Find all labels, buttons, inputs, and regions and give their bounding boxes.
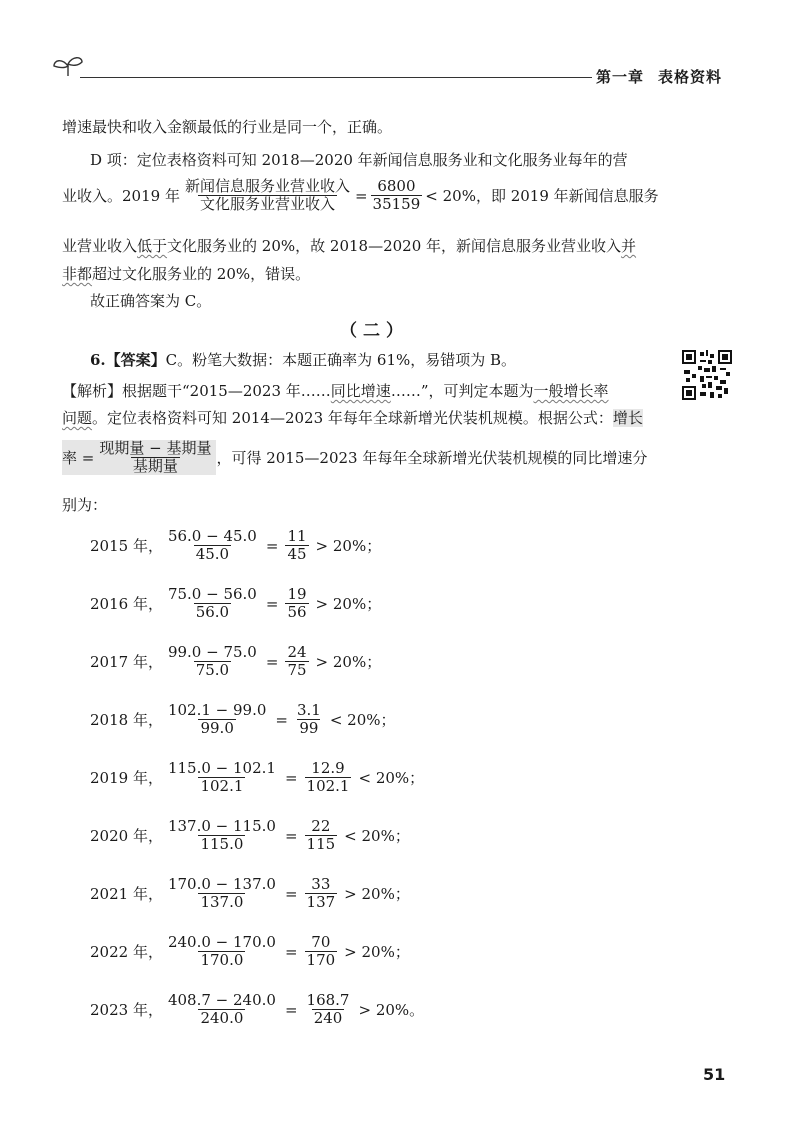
p4-emphasis: 低于	[137, 237, 168, 255]
calc-comparison: > 20%；	[315, 653, 382, 671]
formula-prefix: 率 =	[62, 448, 95, 467]
calc-equals: =	[265, 652, 279, 671]
calc-equals: =	[265, 536, 279, 555]
answer-line	[90, 350, 516, 370]
analysis-1c: ……”，可判定本题为	[390, 382, 534, 400]
calc-fraction	[166, 934, 278, 969]
calc-result-denominator: 240	[313, 1009, 343, 1027]
calc-year: 2023 年，	[90, 1001, 163, 1019]
calc-year: 2020 年，	[90, 827, 163, 845]
calc-result-denominator: 137	[306, 893, 336, 911]
calc-result-numerator: 12.9	[311, 759, 345, 777]
calc-denominator: 75.0	[195, 661, 230, 679]
calculation-row	[90, 934, 414, 969]
calc-result-denominator: 75	[287, 661, 307, 679]
calc-equals: =	[284, 768, 298, 787]
calc-result-numerator: 70	[311, 933, 331, 951]
p4-a: 业营业收入	[62, 237, 138, 255]
answer-text: C。粉笔大数据：本题正确率为 61%，易错项为 B。	[165, 351, 517, 369]
calc-year: 2017 年，	[90, 653, 163, 671]
calc-fraction	[166, 644, 259, 679]
calc-result-denominator: 56	[287, 603, 307, 621]
paragraph-2: D 项：定位表格资料可知 2018—2020 年新闻信息服务业和文化服务业每年的营	[90, 151, 628, 169]
calc-fraction	[166, 818, 278, 853]
analysis-keyword-2: 一般增长率	[533, 382, 609, 400]
calc-year: 2019 年，	[90, 769, 163, 787]
calc-result	[305, 992, 352, 1027]
calc-denominator: 137.0	[200, 893, 244, 911]
calc-comparison: > 20%；	[344, 885, 410, 903]
calc-year: 2015 年，	[90, 537, 163, 555]
paragraph-6: 故正确答案为 C。	[90, 292, 212, 310]
chapter-header	[596, 66, 722, 87]
growth-formula	[97, 440, 213, 475]
calc-equals: =	[284, 942, 298, 961]
calc-year: 2016 年，	[90, 595, 163, 613]
calc-numerator: 102.1 − 99.0	[167, 701, 267, 719]
paragraph-3	[62, 178, 659, 213]
paragraph-5	[62, 264, 310, 284]
calc-result	[305, 934, 338, 969]
p3-prefix: 业收入。2019 年	[62, 186, 180, 205]
header-rule	[80, 77, 592, 78]
calc-numerator: 75.0 − 56.0	[167, 585, 257, 603]
calc-fraction	[166, 876, 278, 911]
calc-result	[285, 586, 308, 621]
calc-result	[285, 528, 308, 563]
calc-numerator: 170.0 − 137.0	[167, 875, 276, 893]
sprout-icon	[50, 54, 86, 78]
value-fraction	[371, 178, 423, 213]
calc-equals: =	[284, 826, 298, 845]
calculation-row	[90, 644, 385, 679]
calc-equals: =	[275, 710, 288, 729]
calc-fraction	[166, 992, 278, 1027]
calc-fraction	[166, 760, 278, 795]
p4-c: 文化服务业的 20%，故 2018—2020 年，新闻信息服务业营业收入	[167, 237, 622, 255]
calc-denominator: 240.0	[200, 1009, 244, 1027]
calc-year: 2021 年，	[90, 885, 163, 903]
calculation-row	[90, 876, 414, 911]
calc-result	[295, 702, 323, 737]
calc-result-denominator: 99	[299, 719, 319, 737]
calc-numerator: 99.0 − 75.0	[167, 643, 257, 661]
calc-result-numerator: 22	[311, 817, 331, 835]
section-heading: （二）	[340, 321, 409, 341]
calc-result-numerator: 3.1	[296, 701, 321, 719]
value-denominator: 35159	[372, 195, 421, 213]
calc-result	[305, 760, 352, 795]
calc-denominator: 170.0	[200, 951, 244, 969]
calc-denominator: 102.1	[200, 777, 244, 795]
qr-code-icon[interactable]	[682, 350, 732, 400]
calc-result-denominator: 170	[306, 951, 336, 969]
calc-denominator: 56.0	[195, 603, 230, 621]
calc-result	[285, 644, 308, 679]
ratio-denominator: 文化服务业营业收入	[199, 195, 335, 213]
page-number: 51	[703, 1065, 726, 1084]
calc-denominator: 115.0	[200, 835, 244, 853]
ratio-fraction	[183, 178, 352, 213]
calc-result-denominator: 45	[287, 545, 307, 563]
calc-comparison: < 20%；	[358, 769, 425, 787]
calc-fraction	[166, 528, 259, 563]
calc-fraction	[166, 702, 268, 737]
calc-numerator: 56.0 − 45.0	[167, 527, 257, 545]
calculation-row	[90, 702, 400, 737]
calculation-row	[90, 992, 428, 1027]
paragraph-1: 增速最快和收入金额最低的行业是同一个，正确。	[62, 118, 393, 136]
chapter-number: 第一章	[596, 68, 645, 86]
calc-equals: =	[284, 1000, 298, 1019]
calc-result-numerator: 11	[287, 527, 307, 545]
calc-comparison: < 20%；	[344, 827, 410, 845]
calc-result-denominator: 115	[306, 835, 336, 853]
p5-b: 超过文化服务业的 20%，错误。	[92, 265, 311, 283]
paragraph-4	[62, 236, 636, 256]
calc-result	[305, 876, 338, 911]
calc-numerator: 115.0 − 102.1	[167, 759, 276, 777]
calc-fraction	[166, 586, 259, 621]
calc-year: 2022 年，	[90, 943, 163, 961]
calc-result	[305, 818, 338, 853]
calc-year: 2018 年，	[90, 711, 163, 729]
analysis-keyword-3: 问题	[62, 409, 93, 427]
analysis-1a: 【解析】根据题干“2015—2023 年……	[62, 382, 331, 400]
calc-comparison: > 20%。	[358, 1001, 425, 1019]
calc-equals: =	[284, 884, 298, 903]
calc-denominator: 45.0	[195, 545, 230, 563]
p3-equals: =	[354, 186, 368, 205]
calc-comparison: > 20%；	[315, 537, 382, 555]
calc-denominator: 99.0	[200, 719, 234, 737]
calc-result-numerator: 24	[287, 643, 307, 661]
calculation-row	[90, 818, 414, 853]
formula-highlight-2	[62, 440, 216, 475]
formula-numerator: 现期量 − 基期量	[99, 439, 212, 457]
calculation-row	[90, 760, 428, 795]
analysis-2b: 。定位表格资料可知 2014—2023 年每年全球新增光伏装机规模。根据公式：	[92, 409, 613, 427]
calculation-row	[90, 586, 385, 621]
analysis-line-1	[62, 381, 609, 401]
chapter-title: 表格资料	[658, 68, 723, 86]
analysis-line-2	[62, 408, 643, 428]
calc-result-numerator: 19	[287, 585, 307, 603]
calc-numerator: 240.0 − 170.0	[167, 933, 276, 951]
calc-numerator: 137.0 − 115.0	[167, 817, 276, 835]
calc-comparison: > 20%；	[344, 943, 410, 961]
calc-comparison: < 20%；	[329, 711, 396, 729]
calc-comparison: > 20%；	[315, 595, 382, 613]
value-numerator: 6800	[377, 177, 416, 195]
calculation-row	[90, 528, 385, 563]
formula-highlight-1: 增长	[612, 409, 643, 427]
calc-result-numerator: 33	[311, 875, 331, 893]
ratio-numerator: 新闻信息服务业营业收入	[184, 177, 350, 195]
formula-denominator: 基期量	[132, 457, 178, 475]
calc-result-denominator: 102.1	[306, 777, 350, 795]
calc-equals: =	[265, 594, 279, 613]
p5-emphasis: 非都	[62, 265, 93, 283]
analysis-keyword: 同比增速	[330, 382, 391, 400]
p4-emphasis-2: 并	[621, 237, 637, 255]
answer-label: 6.【答案】	[90, 351, 166, 369]
analysis-line-4: 别为：	[62, 496, 108, 514]
calc-numerator: 408.7 − 240.0	[167, 991, 276, 1009]
calc-result-numerator: 168.7	[306, 991, 350, 1009]
analysis-line-3	[62, 440, 647, 475]
p3-suffix: < 20%，即 2019 年新闻信息服务	[425, 186, 659, 205]
analysis-3-post: ，可得 2015—2023 年每年全球新增光伏装机规模的同比增速分	[216, 448, 648, 467]
